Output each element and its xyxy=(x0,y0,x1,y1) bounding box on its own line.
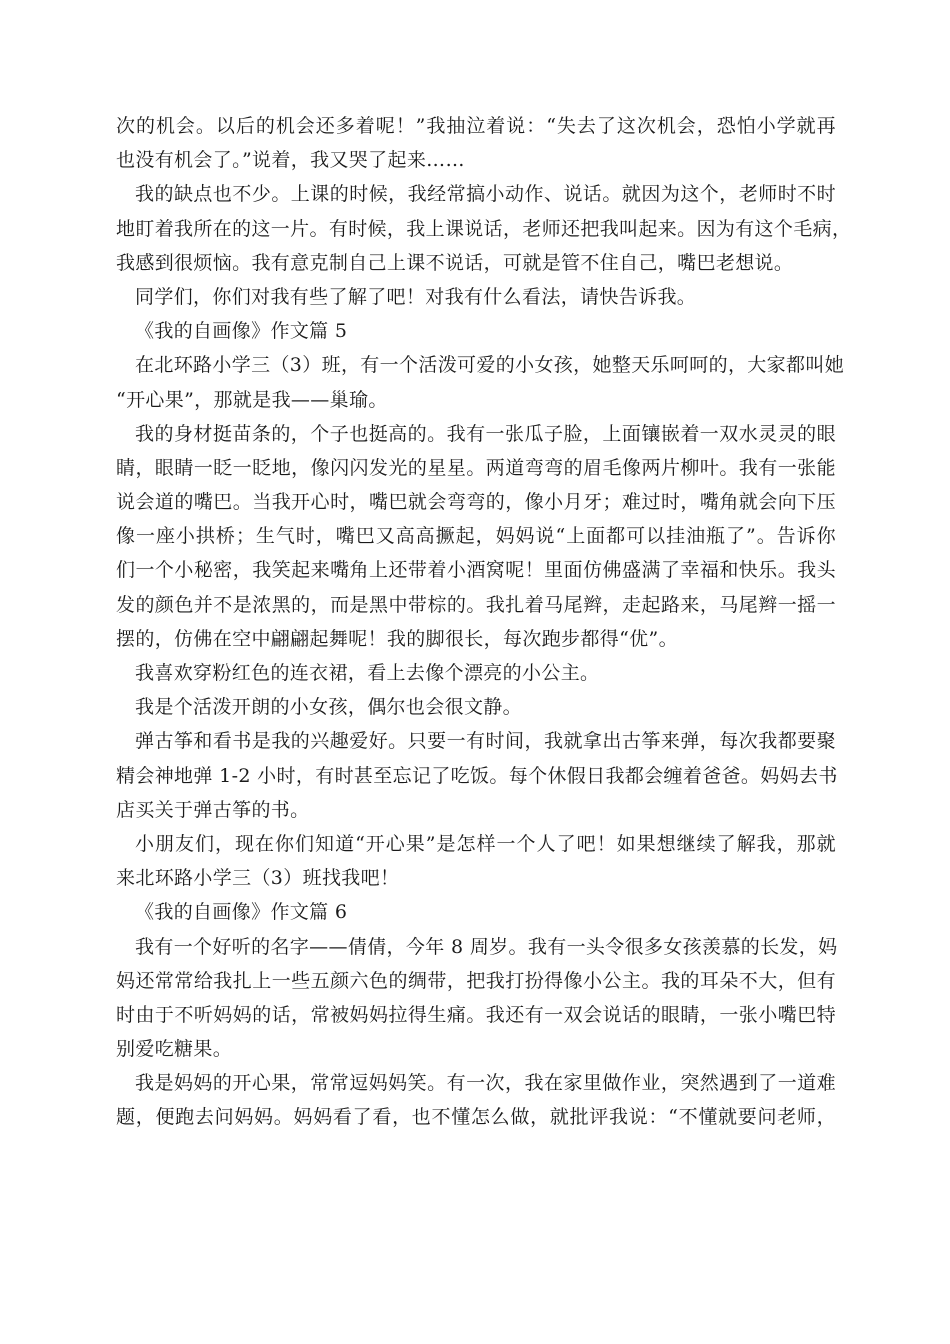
paragraph-start-line: 我的身材挺苗条的，个子也挺高的。我有一张瓜子脸，上面镶嵌着一双水灵灵的眼 xyxy=(135,422,836,445)
section-heading-5: 《我的自画像》作文篇 5 xyxy=(135,320,348,343)
text-line: 次的机会。以后的机会还多着呢！”我抽泣着说：“失去了这次机会，恐怕小学就再 xyxy=(116,115,836,137)
text-line: 别爱吃糖果。 xyxy=(116,1038,233,1061)
text-line: 们一个小秘密，我笑起来嘴角上还带着小酒窝呢！里面仿佛盛满了幸福和快乐。我头 xyxy=(116,559,836,582)
text-line: 来北环路小学三（3）班找我吧！ xyxy=(116,867,400,890)
text-line: 也没有机会了。”说着，我又哭了起来…… xyxy=(116,149,465,172)
text-line: 说会道的嘴巴。当我开心时，嘴巴就会弯弯的，像小月牙；难过时，嘴角就会向下压 xyxy=(116,491,836,514)
text-line: “开心果”，那就是我——巢瑜。 xyxy=(116,388,388,411)
text-line: 题，便跑去问妈妈。妈妈看了看，也不懂怎么做，就批评我说：“不懂就要问老师， xyxy=(116,1106,836,1129)
text-line: 像一座小拱桥；生气时，嘴巴又高高撅起，妈妈说“上面都可以挂油瓶了”。告诉你 xyxy=(116,525,836,548)
paragraph-start-line: 我是个活泼开朗的小女孩，偶尔也会很文静。 xyxy=(135,696,523,719)
text-line: 妈还常常给我扎上一些五颜六色的绸带，把我打扮得像小公主。我的耳朵不大，但有 xyxy=(116,969,836,992)
paragraph-start-line: 我的缺点也不少。上课的时候，我经常搞小动作、说话。就因为这个，老师时不时 xyxy=(135,183,836,206)
text-line: 店买关于弹古筝的书。 xyxy=(116,798,310,821)
text-line: 时由于不听妈妈的话，常被妈妈拉得生痛。我还有一双会说话的眼睛，一张小嘴巴特 xyxy=(116,1003,836,1026)
text-line: 我感到很烦恼。我有意克制自己上课不说话，可就是管不住自己，嘴巴老想说。 xyxy=(116,251,794,274)
text-line: 精会神地弹 1-2 小时，有时甚至忘记了吃饭。每个休假日我都会缠着爸爸。妈妈去书 xyxy=(116,764,838,787)
text-line: 睛，眼睛一眨一眨地，像闪闪发光的星星。两道弯弯的眉毛像两片柳叶。我有一张能 xyxy=(116,456,836,479)
text-line: 地盯着我所在的这一片。有时候，我上课说话，老师还把我叫起来。因为有这个毛病， xyxy=(116,217,852,240)
paragraph-start-line: 同学们，你们对我有些了解了吧！对我有什么看法，请快告诉我。 xyxy=(135,285,697,308)
paragraph-start-line: 弹古筝和看书是我的兴趣爱好。只要一有时间，我就拿出古筝来弹，每次我都要聚 xyxy=(135,730,836,753)
section-heading-6: 《我的自画像》作文篇 6 xyxy=(135,901,348,924)
paragraph-start-line: 我有一个好听的名字——倩倩，今年 8 周岁。我有一头令很多女孩羡慕的长发，妈 xyxy=(135,935,838,958)
paragraph-start-line: 我喜欢穿粉红色的连衣裙，看上去像个漂亮的小公主。 xyxy=(135,662,600,684)
paragraph-start-line: 在北环路小学三（3）班，有一个活泼可爱的小女孩，她整天乐呵呵的，大家都叫她 xyxy=(135,354,845,377)
text-line: 发的颜色并不是浓黑的，而是黑中带棕的。我扎着马尾辫，走起路来，马尾辫一摇一 xyxy=(116,593,836,616)
text-line: 摆的，仿佛在空中翩翩起舞呢！我的脚很长，每次跑步都得“优”。 xyxy=(116,627,678,650)
paragraph-start-line: 小朋友们，现在你们知道“开心果”是怎样一个人了吧！如果想继续了解我，那就 xyxy=(135,832,836,855)
paragraph-start-line: 我是妈妈的开心果，常常逗妈妈笑。有一次，我在家里做作业，突然遇到了一道难 xyxy=(135,1072,836,1095)
essay-body xyxy=(116,109,852,1135)
